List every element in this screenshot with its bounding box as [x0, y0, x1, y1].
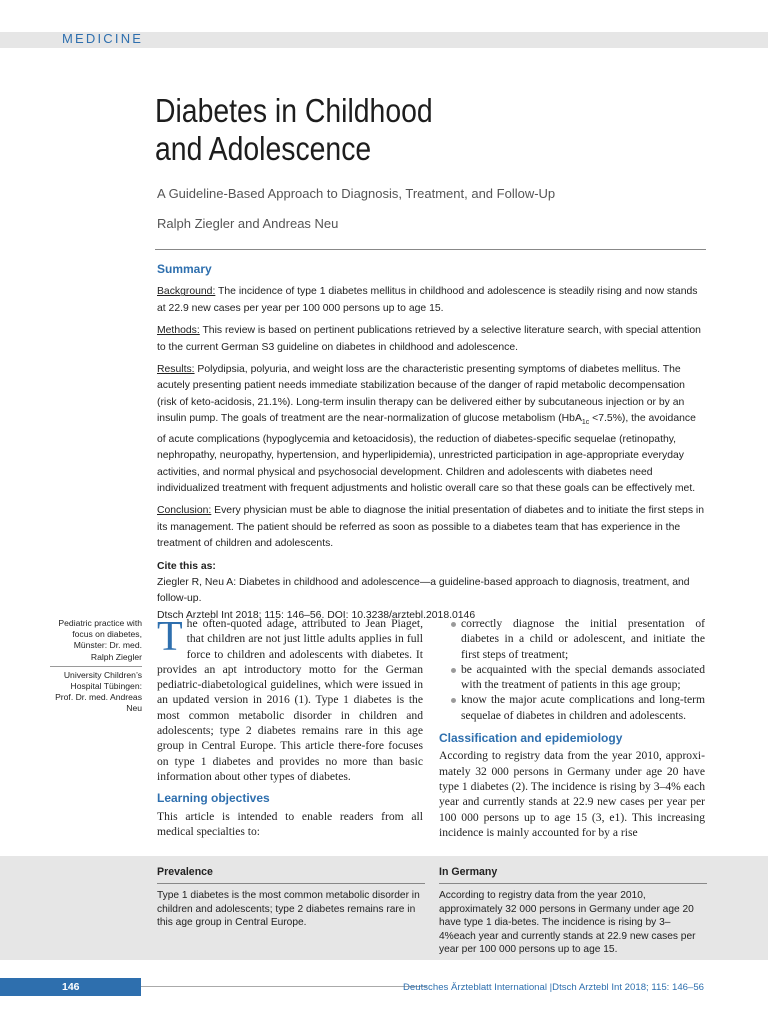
journal-name: Deutsches Ärzteblatt International: [403, 982, 547, 993]
footer-separator: |: [549, 982, 553, 993]
classification-text: According to registry data from the year 2010, approxi-mately 32 000 persons in Germany under age 20 have type 1 diabetes (2). The incidence is rising by 3–4% each year and currently stands at 22.9 new cases per year per 100 000 persons up to age 15 (3, e1). This increasing incidence is mainly accounted for by a rise: [439, 749, 705, 839]
cite-line-2: Dtsch Arztebl Int 2018; 115: 146–56. DOI: 10.3238/arztebl.2018.0146: [157, 609, 476, 621]
prevalence-box: [157, 866, 425, 930]
methods-label: Methods:: [157, 325, 200, 337]
objective-item: [439, 692, 705, 723]
article-authors: Ralph Ziegler and Andreas Neu: [157, 216, 339, 231]
results-text-a: Polydipsia, polyuria, and weight loss are the characteristic presenting symptoms of diabetes mellitus. The acutely presenting patient needs immediate stabilization because of the danger of rapid metabolic decompensation (risk of keto-acidosis, 21.1%). Long-term insulin therapy can be delivered either by subcutaneous injection or by an insulin pump. The goals of treatment are the near-normalization of glucose metabolism (HbA: [157, 364, 685, 425]
learning-objectives-heading: Learning objectives: [157, 791, 270, 806]
section-label: MEDICINE: [62, 31, 144, 46]
body-column-left: [157, 616, 423, 839]
body-column-right: [439, 616, 705, 840]
in-germany-heading: In Germany: [439, 866, 707, 884]
bullet-icon: [451, 698, 456, 703]
cite-heading: Cite this as:: [157, 560, 216, 572]
author-affiliations: [50, 618, 142, 715]
summary-background: [157, 284, 705, 317]
methods-text: This review is based on pertinent publications retrieved by a selective literature search, with special attention to the current German S3 guideline on diabetes in childhood and adolescence.: [157, 325, 701, 353]
in-germany-text: According to registry data from the year 2010, approximately 32 000 persons in Germany under age 20 have type 1 dia-betes. The incidence is rising by 3–4%each year and currently stands at 22.9 new cases per year per 100 000 persons up to age 15.: [439, 890, 696, 956]
summary-heading: Summary: [157, 262, 212, 276]
conclusion-text: Every physician must be able to diagnose the initial presentation of diabetes and to initiate the first steps in its management. The patient should be referred as soon as possible to a diabetes team that has experience in the treatment of children and adolescents.: [157, 505, 704, 550]
summary-section: [157, 261, 705, 624]
affiliation-1: Pediatric practice with focus on diabetes, Münster: Dr. med. Ralph Ziegler: [58, 618, 142, 662]
objective-item: [439, 616, 705, 662]
title-line-1: Diabetes in Childhood: [155, 92, 433, 129]
conclusion-label: Conclusion:: [157, 505, 212, 517]
affiliation-divider: [50, 666, 142, 667]
journal-citation: Dtsch Arztebl Int 2018; 115: 146–56: [552, 982, 704, 993]
learning-objectives-text: This article is intended to enable readers from all medical specialties to:: [157, 809, 423, 838]
summary-results: [157, 362, 705, 497]
bullet-icon: [451, 622, 456, 627]
objective-text: know the major acute complications and long-term sequelae of diabetes in children and adolescents.: [461, 693, 705, 722]
prevalence-text: Type 1 diabetes is the most common metabolic disorder in children and adolescents; type 2 diabetes remains rare in this age group in Central Europe.: [157, 890, 420, 929]
bullet-icon: [451, 668, 456, 673]
summary-conclusion: [157, 503, 705, 552]
in-germany-box: [439, 866, 707, 956]
intro-paragraph: he often-quoted adage, attributed to Jean Piaget, that children are not just little adults applies in full force to children and adolescents with diabetes. It provides an apt introductory motto for the German pediatric-diabetological guidelines, which were issued in an updated version in 2016 (1). Type 1 diabetes is the most common metabolic disorder in children and adolescents; type 2 diabetes remains rare in this age group in Central Europe. This article there-fore focuses on type 1 diabetes and provides no more than basic information about other types of diabetes.: [157, 617, 423, 783]
page-number: 146: [0, 978, 141, 996]
title-line-2: and Adolescence: [155, 130, 372, 167]
results-label: Results:: [157, 364, 195, 376]
footer-rule: [141, 986, 427, 987]
classification-heading: Classification and epidemiology: [439, 731, 623, 746]
cite-line-1: Ziegler R, Neu A: Diabetes in childhood and adolescence—a guideline-based approach to diagnosis, treatment, and follow-up.: [157, 576, 690, 605]
title-divider: [155, 249, 706, 250]
objective-item: [439, 662, 705, 693]
journal-footer: [403, 982, 704, 993]
objectives-list: [439, 616, 705, 723]
affiliation-2: University Children’s Hospital Tübingen: Prof. Dr. med. Andreas Neu: [55, 669, 142, 714]
article-subtitle: A Guideline-Based Approach to Diagnosis, Treatment, and Follow-Up: [157, 186, 556, 201]
drop-cap: T: [157, 614, 183, 660]
prevalence-heading: Prevalence: [157, 866, 425, 884]
summary-methods: [157, 323, 705, 356]
results-text-b: <7.5%), the avoidance of acute complications (hypoglycemia and ketoacidosis), the reduction of diabetes-specific sequelae (retinopathy, nephropathy, neuropathy, hypertension, and hyperlipidemia), unrestricted participation in age-appropriate everyday activities, and normal physical and psychosocial development. Children and adolescents with diabetes need individualized treatment with frequent adjustments and holistic overall care so that these goals can be effectively met.: [157, 413, 696, 494]
objective-text: correctly diagnose the initial presentation of diabetes in a child or adolescent, and initiate the first steps of treatment;: [461, 617, 705, 661]
background-text: The incidence of type 1 diabetes mellitus in childhood and adolescence is steadily rising and now stands at 22.9 new cases per year per 100 000 persons up to age 15.: [157, 286, 698, 314]
background-label: Background:: [157, 286, 216, 298]
objective-text: be acquainted with the special demands associated with the treatment of patients in this age group;: [461, 662, 705, 692]
article-title: [155, 92, 637, 168]
results-subscript: 1c: [581, 419, 590, 427]
